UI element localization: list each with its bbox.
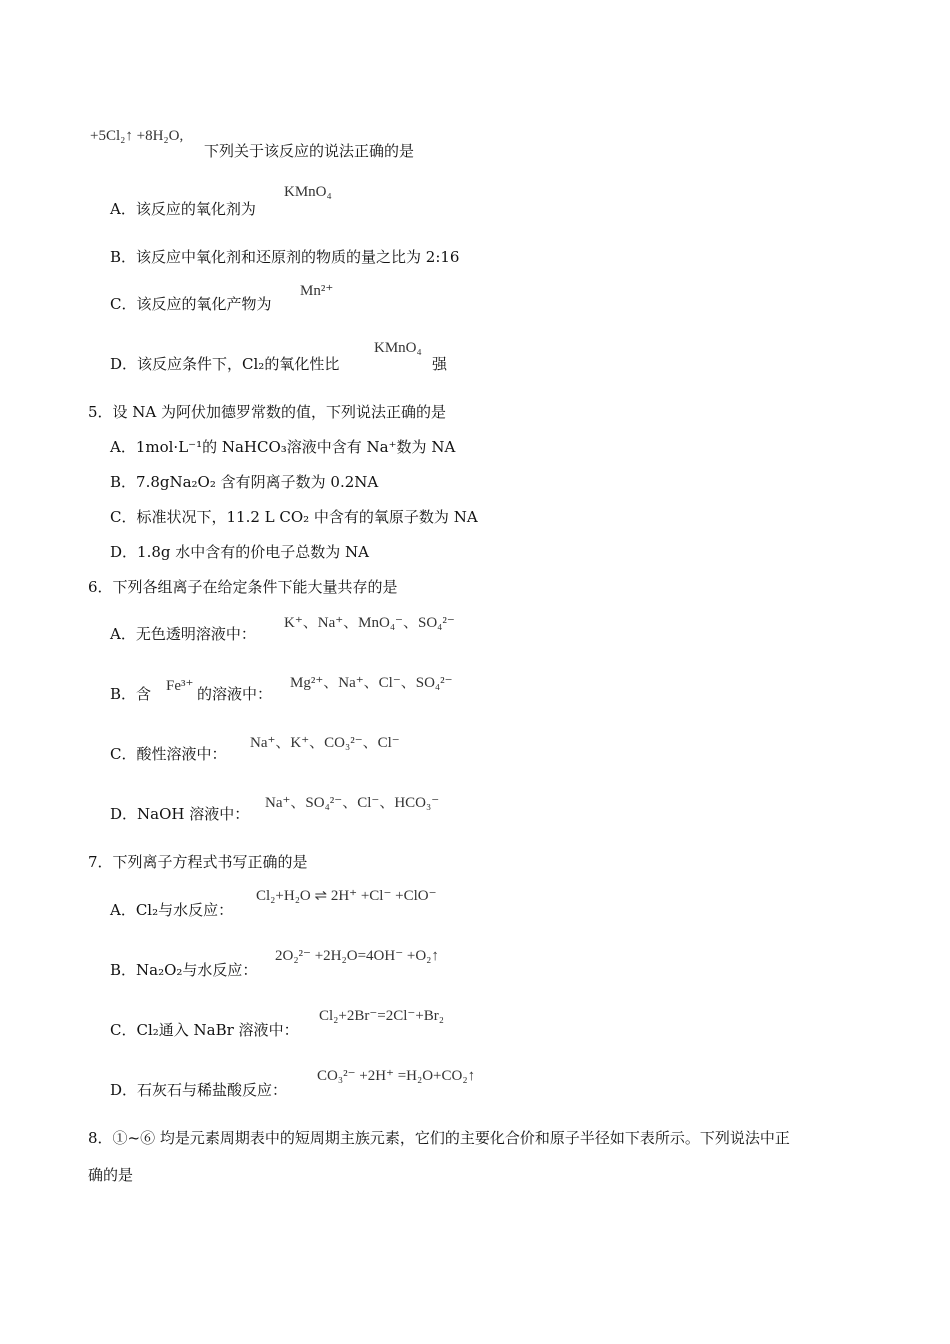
q4-option-d-formula: KMnO₄ xyxy=(374,340,422,356)
q6-option-a: A．无色透明溶液中： xyxy=(110,625,256,643)
q4-option-d-suffix: 强 xyxy=(432,355,448,373)
q4-option-a: A．该反应的氧化剂为 xyxy=(110,200,256,218)
q7-stem: 7．下列离子方程式书写正确的是 xyxy=(88,853,308,871)
q6-option-c-formula: Na⁺、K⁺、CO₃²⁻、Cl⁻ xyxy=(250,735,400,751)
q7-option-b: B．Na₂O₂与水反应： xyxy=(110,961,258,979)
q7-option-c: C．Cl₂通入 NaBr 溶液中： xyxy=(110,1021,299,1039)
q6-option-b: B．含 xyxy=(110,685,152,703)
q6-option-b-formula: Mg²⁺、Na⁺、Cl⁻、SO₄²⁻ xyxy=(290,675,453,691)
q6-option-a-formula: K⁺、Na⁺、MnO₄⁻、SO₄²⁻ xyxy=(284,615,455,631)
q7-option-d: D．石灰石与稀盐酸反应： xyxy=(110,1081,288,1099)
q7-option-d-formula: CO₃²⁻ +2H⁺ =H₂O+CO₂↑ xyxy=(317,1068,476,1084)
q6-option-d: D．NaOH 溶液中： xyxy=(110,805,250,823)
q5-option-c: C．标准状况下，11.2 L CO₂ 中含有的氧原子数为 NA xyxy=(110,508,478,526)
q4-option-c-formula: Mn²⁺ xyxy=(300,283,334,299)
q6-option-d-formula: Na⁺、SO₄²⁻、Cl⁻、HCO₃⁻ xyxy=(265,795,440,811)
q5-stem: 5．设 NA 为阿伏加德罗常数的值，下列说法正确的是 xyxy=(88,403,447,421)
q5-option-d: D．1.8g 水中含有的价电子总数为 NA xyxy=(110,543,369,561)
q8-stem-line1: 8．①~⑥ 均是元素周期表中的短周期主族元素，它们的主要化合价和原子半径如下表所示。下列说法中正 xyxy=(88,1129,790,1147)
q6-option-b-inline-formula: Fe³⁺ xyxy=(166,678,194,694)
q5-option-a: A．1mol·L⁻¹的 NaHCO₃溶液中含有 Na⁺数为 NA xyxy=(110,438,456,456)
q8-stem-line2: 确的是 xyxy=(88,1166,134,1184)
q5-option-b: B．7.8gNa₂O₂ 含有阴离子数为 0.2NA xyxy=(110,473,379,491)
q6-option-b-label2: 的溶液中： xyxy=(197,685,273,703)
q7-option-a: A．Cl₂与水反应： xyxy=(110,901,234,919)
q7-option-a-formula: Cl₂+H₂O ⇌ 2H⁺ +Cl⁻ +ClO⁻ xyxy=(256,888,437,904)
q7-option-b-formula: 2O₂²⁻ +2H₂O=4OH⁻ +O₂↑ xyxy=(275,948,439,964)
q6-stem: 6．下列各组离子在给定条件下能大量共存的是 xyxy=(88,578,398,596)
q4-option-b: B．该反应中氧化剂和还原剂的物质的量之比为 2:16 xyxy=(110,248,460,266)
q4-tail-formula: +5Cl₂↑ +8H₂O, xyxy=(90,128,184,144)
q4-option-c: C．该反应的氧化产物为 xyxy=(110,295,272,313)
q4-tail-text: 下列关于该反应的说法正确的是 xyxy=(204,142,415,160)
q4-option-d: D．该反应条件下，Cl₂的氧化性比 xyxy=(110,355,340,373)
q7-option-c-formula: Cl₂+2Br⁻=2Cl⁻+Br₂ xyxy=(319,1008,445,1024)
q4-option-a-formula: KMnO₄ xyxy=(284,184,332,200)
q6-option-c: C．酸性溶液中： xyxy=(110,745,227,763)
